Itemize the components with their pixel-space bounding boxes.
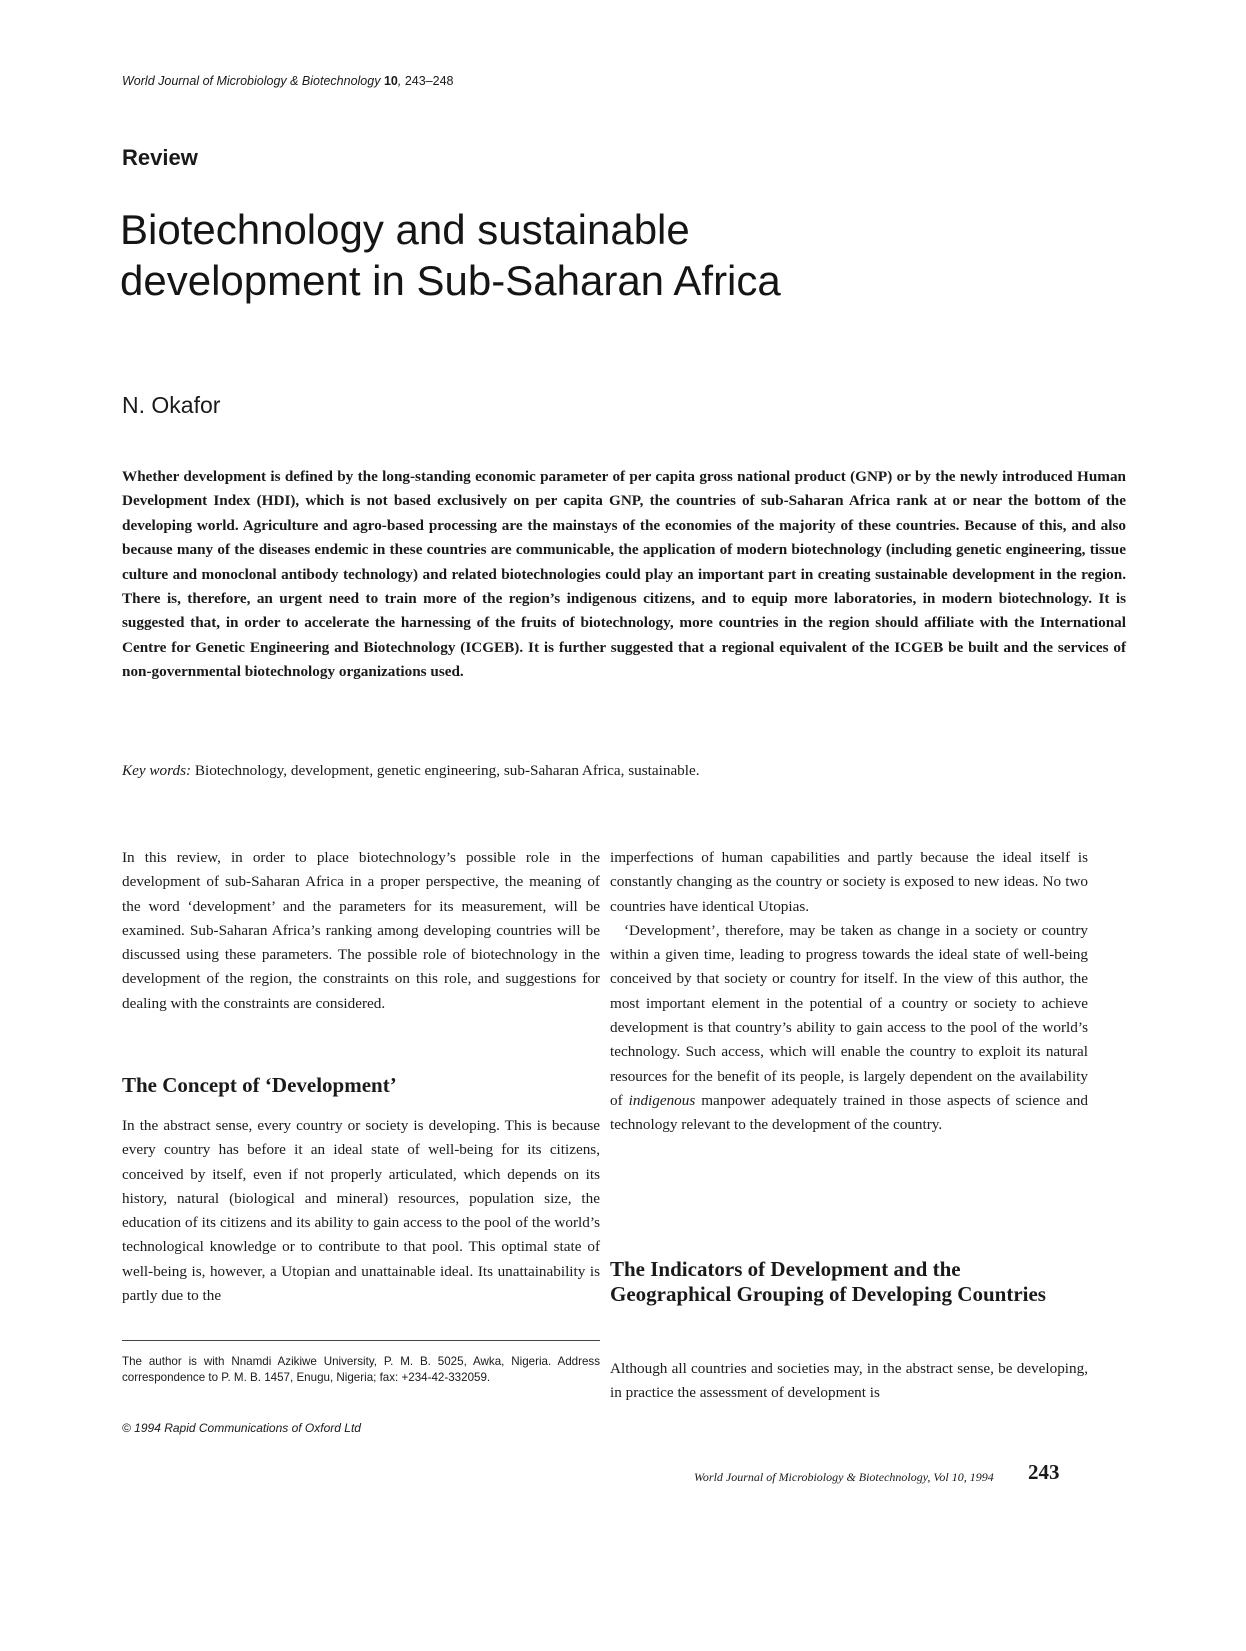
emphasis-indigenous: indigenous <box>628 1091 696 1109</box>
title-line-1: Biotechnology and sustainable <box>120 206 690 253</box>
indicators-paragraph: Although all countries and societies may, in the abstract sense, be developing, in practice the assessment of development is <box>610 1360 1088 1402</box>
running-header: World Journal of Microbiology & Biotechnology 10, 243–248 <box>122 74 454 88</box>
right-column-body <box>610 846 1088 1138</box>
paragraph-text-b: manpower adequately trained in those aspects of science and technology relevant to the development of the country. <box>610 1091 1088 1134</box>
continuation-paragraph: imperfections of human capabilities and partly because the ideal itself is constantly changing as the country or society is exposed to new ideas. No two countries have identical Utopias. <box>610 849 1088 915</box>
intro-paragraph: In this review, in order to place biotechnology’s possible role in the development of sub-Saharan Africa in a proper perspective, the meaning of the word ‘development’ and the parameters for its measurement, will be examined. Sub-Saharan Africa’s ranking among developing countries will be discussed using these parameters. The possible role of biotechnology in the development of the region, the constraints on this role, and suggestions for dealing with the constraints are considered. <box>122 849 600 1012</box>
concept-paragraph: In the abstract sense, every country or society is developing. This is because every country has before it an ideal state of well-being for its citizens, conceived by itself, even if not properly articulated, which depends on its history, natural (biological and mineral) resources, population size, the education of its citizens and its ability to gain access to the pool of the world’s technological knowledge or to contribute to that pool. This optimal state of well-being is, however, a Utopian and unattainable ideal. Its unattainability is partly due to the <box>122 1117 600 1305</box>
body-intro-paragraph <box>122 846 600 1016</box>
page-range: 243–248 <box>404 74 454 88</box>
section-heading-indicators: The Indicators of Development and the Geographical Grouping of Developing Countries <box>610 1257 1046 1306</box>
section-label: Review <box>122 145 198 170</box>
page-number: 243 <box>1028 1460 1060 1484</box>
keywords-label: Key words: <box>122 762 192 779</box>
footer-journal-citation: World Journal of Microbiology & Biotechnology, Vol 10, 1994 <box>694 1470 994 1484</box>
paragraph-text-a: ‘Development’, therefore, may be taken as change in a society or country within a given time, leading to progress towards the ideal state of well-being conceived by that society or country for itself. In the view of this author, the most important element in the potential of a country or society to achieve development is that country’s ability to gain access to the pool of the world’s technology. Such access, which will enable the country to exploit its natural resources for the benefit of its people, is largely dependent on the availability of <box>610 921 1088 1109</box>
keywords <box>122 762 700 780</box>
indicators-section-body <box>610 1357 1088 1406</box>
footnote-divider <box>122 1340 600 1341</box>
article-title <box>120 204 781 306</box>
copyright-notice: © 1994 Rapid Communications of Oxford Ltd <box>122 1421 361 1435</box>
title-line-2: development in Sub-Saharan Africa <box>120 257 781 304</box>
journal-name: World Journal of Microbiology & Biotechnology <box>122 74 381 88</box>
author-affiliation-footnote: The author is with Nnamdi Azikiwe University, P. M. B. 5025, Awka, Nigeria. Address correspondence to P. M. B. 1457, Enugu, Nigeria; fax: +234-42-332059. <box>122 1355 600 1384</box>
author-name: N. Okafor <box>122 392 221 418</box>
abstract: Whether development is defined by the long-standing economic parameter of per capita gross national product (GNP) or by the newly introduced Human Development Index (HDI), which is not based exclusively on per capita GNP, the countries of sub-Saharan Africa rank at or near the bottom of the developing world. Agriculture and agro-based processing are the mainstays of the economies of the majority of these countries. Because of this, and also because many of the diseases endemic in these countries are communicable, the application of modern biotechnology (including genetic engineering, tissue culture and monoclonal antibody technology) and related biotechnologies could play an important part in creating sustainable development in the region. There is, therefore, an urgent need to train more of the region’s indigenous citizens, and to equip more laboratories, in modern biotechnology. It is suggested that, in order to accelerate the harnessing of the fruits of biotechnology, more countries in the region should affiliate with the International Centre for Genetic Engineering and Biotechnology (ICGEB). It is further suggested that a regional equivalent of the ICGEB be built and the services of non-governmental biotechnology organizations used. <box>122 468 1126 681</box>
journal-volume: 10 <box>383 74 398 88</box>
section-heading-concept: The Concept of ‘Development’ <box>122 1073 397 1097</box>
concept-section-body <box>122 1114 600 1308</box>
development-definition-paragraph <box>610 919 1088 1138</box>
keywords-text: Biotechnology, development, genetic engineering, sub-Saharan Africa, sustainable. <box>191 762 700 779</box>
